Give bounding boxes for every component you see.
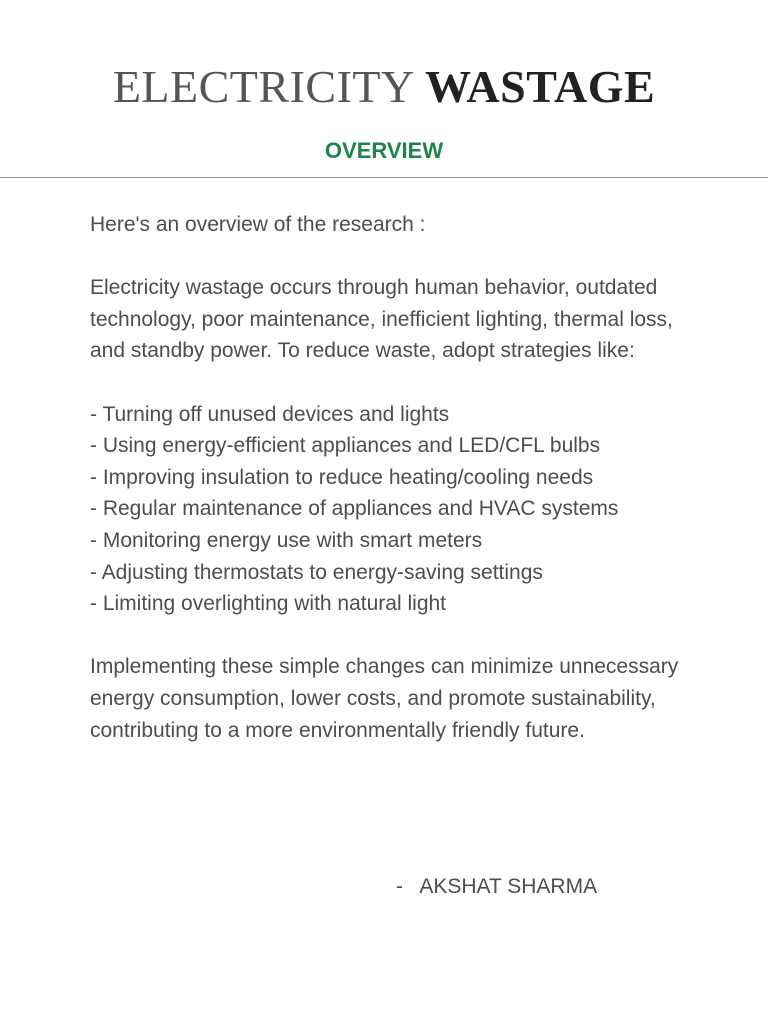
paragraph-conclusion: Implementing these simple changes can minimize unnecessary energy consumption, lower costs, and promote sustainability, contributing to a more environmentally friendly future.	[90, 655, 679, 742]
title-bold: WASTAGE	[425, 61, 656, 112]
list-item: - Turning off unused devices and lights	[90, 402, 450, 426]
title-regular: ELECTRICITY	[112, 61, 426, 112]
paragraph-causes: Electricity wastage occurs through human behavior, outdated technology, poor maintenance, inefficient lighting, thermal loss, and standby power. To reduce waste, adopt strategies like:	[90, 276, 673, 363]
section-subtitle: OVERVIEW	[324, 138, 444, 163]
list-item: - Improving insulation to reduce heating/cooling needs	[90, 465, 594, 489]
page-title	[0, 58, 768, 116]
list-item: - Adjusting thermostats to energy-saving settings	[90, 560, 543, 584]
list-item: - Limiting overlighting with natural light	[90, 592, 447, 616]
horizontal-divider	[0, 177, 768, 178]
document-body	[90, 209, 690, 746]
list-item: - Using energy-efficient appliances and LED/CFL bulbs	[90, 434, 601, 458]
spacer	[90, 620, 690, 652]
spacer	[90, 367, 690, 399]
list-item: - Regular maintenance of appliances and HVAC systems	[90, 497, 619, 521]
intro-text: Here's an overview of the research :	[90, 213, 426, 236]
strategy-list	[90, 399, 690, 620]
spacer	[90, 241, 690, 273]
list-item: - Monitoring energy use with smart meters	[90, 528, 483, 552]
author-signature: - AKSHAT SHARMA	[396, 875, 598, 898]
